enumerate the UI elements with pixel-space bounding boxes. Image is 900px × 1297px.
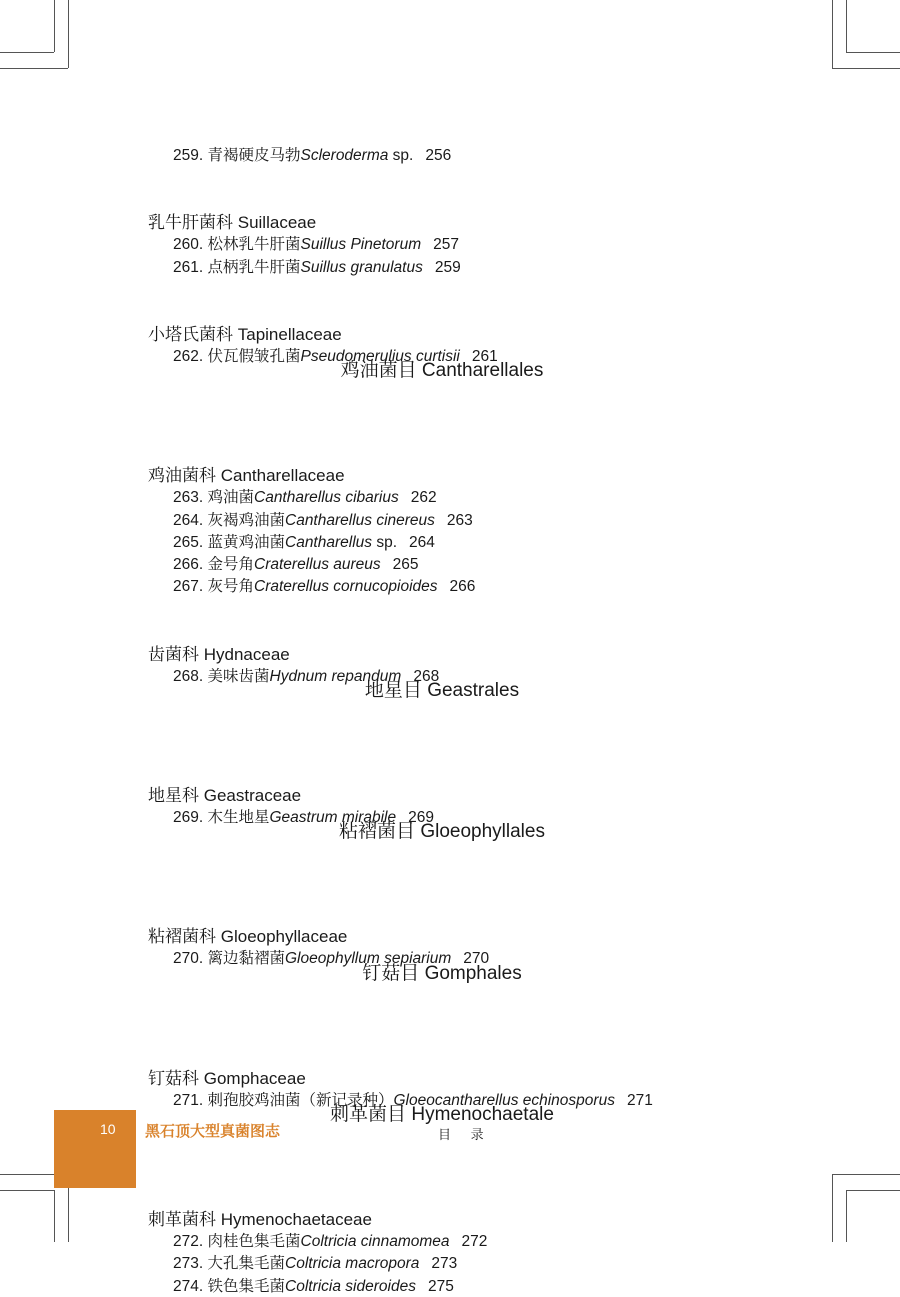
entry-scientific-name: Craterellus cornucopioides — [254, 578, 438, 596]
entry-scientific-name: Hydnum repandum — [269, 667, 402, 685]
family-name-cn: 地星科 — [148, 786, 199, 805]
family-name-latin: Gloeophyllaceae — [220, 927, 348, 947]
entry-number: 270. — [173, 950, 204, 968]
entry-number: 273. — [173, 1255, 204, 1273]
crop-mark-bottom-left-v — [54, 1190, 55, 1242]
entry-page: 262 — [410, 489, 437, 507]
family-name-latin: Geastraceae — [203, 786, 302, 805]
entry-name-cn: 美味齿菌 — [207, 667, 270, 685]
crop-mark-top-left-v2 — [68, 0, 69, 68]
entry-number: 268. — [173, 667, 204, 685]
entry-scientific-name: Gloeophyllum sepiarium — [285, 950, 452, 968]
entry-name-cn: 篱边黏褶菌 — [207, 950, 285, 968]
order-heading-text — [365, 679, 519, 703]
crop-mark-top-right-h — [846, 52, 900, 53]
entry-suffix: sp. — [372, 533, 398, 551]
family-name-latin: Tapinellaceae — [237, 324, 342, 344]
family-name-cn: 乳牛肝菌科 — [148, 213, 233, 233]
family-heading — [148, 466, 345, 486]
entry-page: 272 — [461, 1232, 488, 1250]
section-title: 目 录 — [438, 1127, 492, 1142]
species-entry — [173, 1277, 454, 1297]
order-name-latin: Cantharellales — [421, 360, 544, 382]
entry-name-cn: 大孔集毛菌 — [207, 1255, 285, 1273]
species-entry — [173, 577, 475, 597]
crop-mark-top-right-v — [832, 0, 833, 68]
species-entry — [173, 1254, 457, 1274]
order-heading — [0, 679, 900, 703]
crop-mark-top-left-h2 — [0, 68, 68, 69]
family-name-latin: Suillaceae — [237, 213, 317, 233]
family-heading — [148, 213, 316, 233]
entry-name-cn: 伏瓦假皱孔菌 — [207, 347, 301, 365]
entry-name-cn: 灰号角 — [207, 578, 254, 596]
entry-page: 271 — [626, 1091, 653, 1109]
order-heading-text — [339, 820, 545, 844]
order-name-latin: Geastrales — [427, 680, 520, 701]
entry-page: 270 — [463, 950, 490, 968]
species-entry — [173, 555, 419, 575]
crop-mark-bottom-right-h2 — [832, 1174, 900, 1175]
entry-scientific-name: Scleroderma — [300, 147, 389, 164]
entry-name-cn: 铁色集毛菌 — [207, 1277, 285, 1295]
entry-number: 264. — [173, 511, 204, 529]
entry-number: 274. — [173, 1277, 204, 1295]
order-heading — [0, 962, 900, 986]
entry-scientific-name: Geastrum mirabile — [269, 809, 397, 826]
family-heading — [148, 1210, 372, 1230]
entry-scientific-name: Coltricia macropora — [285, 1255, 420, 1273]
family-name-cn: 粘褶菌科 — [148, 927, 216, 947]
entry-scientific-name: Cantharellus cinereus — [285, 511, 435, 529]
page-number: 10 — [100, 1121, 116, 1137]
order-name-cn: 地星目 — [364, 680, 422, 701]
entry-page: 275 — [427, 1277, 454, 1295]
entry-page: 269 — [408, 809, 434, 826]
entry-name-cn: 肉桂色集毛菌 — [207, 1232, 301, 1250]
species-entry — [173, 235, 459, 255]
family-name-cn: 刺革菌科 — [148, 1209, 216, 1229]
entry-scientific-name: Coltricia cinnamomea — [300, 1232, 450, 1250]
species-entry — [173, 488, 437, 508]
order-name-latin: Gomphales — [424, 962, 522, 984]
order-heading — [0, 820, 900, 844]
entry-number: 262. — [173, 347, 204, 365]
family-heading — [148, 927, 347, 947]
family-name-cn: 钉菇科 — [148, 1068, 199, 1088]
entry-number: 265. — [173, 533, 204, 551]
entry-page: 263 — [446, 511, 473, 529]
order-name-cn: 刺革菌目 — [330, 1103, 407, 1125]
family-name-cn: 齿菌科 — [148, 644, 199, 664]
order-name-latin: Hymenochaetale — [411, 1103, 554, 1125]
entry-name-cn: 金号角 — [207, 556, 254, 574]
entry-number: 261. — [173, 258, 204, 276]
entry-page: 273 — [431, 1255, 458, 1273]
crop-mark-top-left-v — [54, 0, 55, 52]
entry-scientific-name: Pseudomerulius curtisii — [300, 347, 460, 365]
entry-page: 256 — [425, 147, 452, 164]
crop-mark-top-right-h2 — [832, 68, 900, 69]
entry-number: 266. — [173, 556, 204, 574]
crop-mark-top-right-v2 — [846, 0, 847, 52]
order-heading — [0, 359, 900, 383]
family-name-latin: Gomphaceae — [203, 1068, 306, 1088]
entry-number: 269. — [173, 809, 204, 826]
species-entry — [173, 511, 473, 531]
entry-scientific-name: Cantharellus cibarius — [254, 489, 399, 507]
family-heading — [148, 786, 301, 806]
entry-scientific-name: Suillus granulatus — [300, 258, 423, 276]
family-name-cn: 小塔氏菌科 — [148, 324, 233, 344]
order-heading-text — [341, 359, 544, 383]
crop-mark-bottom-left-h — [0, 1190, 54, 1191]
order-name-cn: 鸡油菌目 — [340, 360, 417, 382]
crop-mark-bottom-right-h — [846, 1190, 900, 1191]
entry-name-cn: 灰褐鸡油菌 — [207, 511, 285, 529]
order-name-cn: 钉菇目 — [362, 962, 420, 984]
family-name-latin: Cantharellaceae — [220, 466, 345, 486]
entry-name-cn: 刺孢胶鸡油菌（新记录种） — [207, 1091, 394, 1109]
entry-scientific-name: Cantharellus — [285, 533, 373, 551]
entry-name-cn: 点柄乳牛肝菌 — [207, 258, 301, 276]
entry-page: 261 — [471, 347, 498, 365]
entry-page: 264 — [409, 533, 435, 551]
entry-number: 271. — [173, 1091, 204, 1109]
crop-mark-bottom-right-v2 — [846, 1190, 847, 1242]
entry-number: 259. — [173, 147, 204, 164]
family-heading — [148, 645, 290, 665]
species-entry — [173, 533, 435, 553]
entry-suffix: sp. — [388, 147, 414, 164]
species-entry — [173, 146, 451, 166]
entry-name-cn: 松林乳牛肝菌 — [207, 236, 301, 254]
family-name-cn: 鸡油菌科 — [148, 466, 216, 486]
order-name-latin: Gloeophyllales — [420, 821, 545, 843]
family-heading — [148, 1069, 306, 1089]
entry-number: 267. — [173, 578, 204, 596]
entry-name-cn: 蓝黄鸡油菌 — [207, 533, 285, 551]
entry-page: 268 — [413, 667, 440, 685]
footer-page-tab — [54, 1110, 136, 1188]
entry-page: 266 — [449, 578, 476, 596]
book-title: 黑石顶大型真菌图志 — [145, 1122, 281, 1140]
family-name-latin: Hydnaceae — [203, 644, 290, 664]
entry-number: 272. — [173, 1232, 204, 1250]
entry-name-cn: 木生地星 — [207, 809, 270, 826]
entry-scientific-name: Craterellus aureus — [254, 556, 381, 574]
entry-name-cn: 鸡油菌 — [207, 489, 254, 507]
entry-name-cn: 青褐硬皮马勃 — [207, 147, 301, 164]
entry-scientific-name: Coltricia sideroides — [285, 1277, 416, 1295]
order-heading-text — [362, 962, 521, 986]
entry-number: 263. — [173, 489, 204, 507]
species-entry — [173, 258, 461, 278]
entry-page: 257 — [433, 236, 459, 254]
entry-scientific-name: Gloeocantharellus echinosporus — [393, 1091, 615, 1109]
entry-number: 260. — [173, 236, 204, 254]
crop-mark-top-left-h — [0, 52, 54, 53]
entry-page: 265 — [392, 556, 419, 574]
entry-page: 259 — [434, 258, 461, 276]
family-heading — [148, 325, 342, 345]
order-name-cn: 粘褶菌目 — [339, 821, 416, 843]
family-name-latin: Hymenochaetaceae — [220, 1209, 372, 1229]
crop-mark-bottom-right-v — [832, 1174, 833, 1242]
entry-scientific-name: Suillus Pinetorum — [300, 236, 422, 254]
